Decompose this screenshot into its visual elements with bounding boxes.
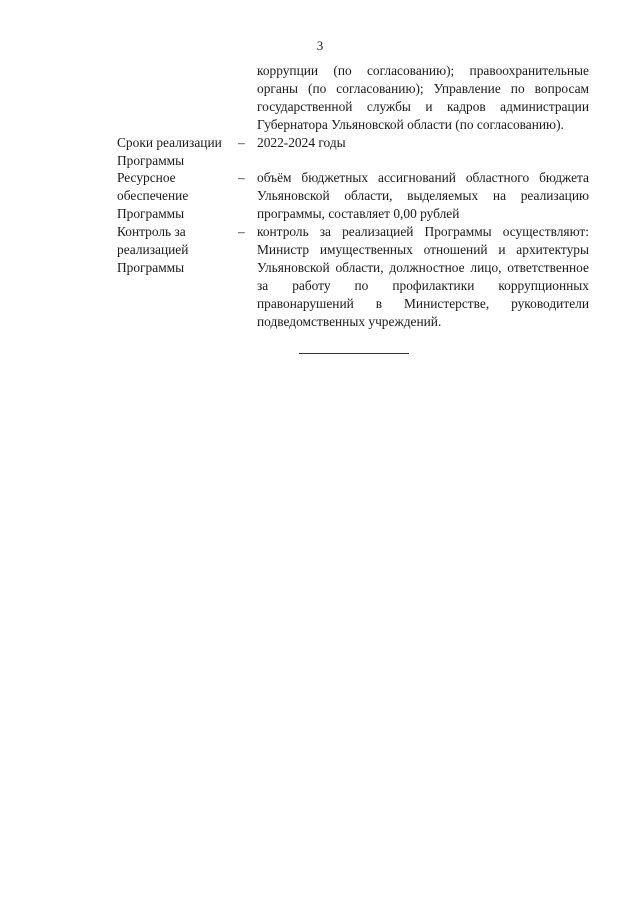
program-passport-table bbox=[117, 62, 589, 331]
row-dash bbox=[237, 62, 257, 134]
text-line: государственной службы и кадров администрации bbox=[257, 98, 589, 114]
text-line: органы (по согласованию); Управление по вопросам bbox=[257, 80, 589, 96]
text-line: коррупции (по согласованию); правоохранительные bbox=[257, 63, 589, 78]
row-dash: – bbox=[238, 134, 245, 150]
row-label bbox=[117, 62, 237, 134]
row-text bbox=[257, 223, 589, 330]
text-line: программы, составляет 0,00 рублей bbox=[257, 206, 460, 222]
text-line: Министр имущественных отношений и архитектуры bbox=[257, 242, 589, 258]
text-line: Ульяновской области, выделяемых на реализацию bbox=[257, 188, 589, 204]
text-line: за работу по профилактики коррупционных bbox=[257, 277, 589, 293]
row-implementation-period bbox=[117, 134, 589, 170]
text-line: правонарушений в Министерстве, руководители bbox=[257, 295, 589, 311]
label-line: Программы bbox=[117, 259, 185, 275]
row-text bbox=[257, 62, 589, 134]
label-line: Сроки реализации bbox=[117, 134, 222, 150]
row-dash: – bbox=[238, 170, 245, 186]
label-line: реализацией bbox=[117, 242, 189, 258]
row-participants-continuation bbox=[117, 62, 589, 134]
label-line: Программы bbox=[117, 206, 185, 222]
text-line: Губернатора Ульяновской области (по согласованию). bbox=[257, 116, 564, 132]
text-line: Ульяновской области, должностное лицо, ответственное bbox=[257, 259, 589, 275]
label-line: обеспечение bbox=[117, 188, 189, 204]
row-dash: – bbox=[238, 224, 245, 240]
row-label bbox=[117, 223, 237, 330]
page-number: 3 bbox=[316, 38, 324, 53]
label-line: Ресурсное bbox=[117, 170, 176, 186]
row-label bbox=[117, 134, 237, 170]
label-line: Контроль за bbox=[117, 224, 186, 240]
row-text bbox=[257, 169, 589, 223]
row-resource-support bbox=[117, 169, 589, 223]
text-line: объём бюджетных ассигнований областного бюджета bbox=[257, 170, 589, 186]
row-implementation-control bbox=[117, 223, 589, 330]
text-line: контроль за реализацией Программы осуществляют: bbox=[257, 224, 589, 240]
text-line: 2022-2024 годы bbox=[257, 134, 346, 150]
closing-divider-line bbox=[299, 353, 409, 354]
label-line: Программы bbox=[117, 152, 185, 168]
text-line: подведомственных учреждений. bbox=[257, 313, 442, 329]
row-text bbox=[257, 134, 589, 170]
row-label bbox=[117, 169, 237, 223]
